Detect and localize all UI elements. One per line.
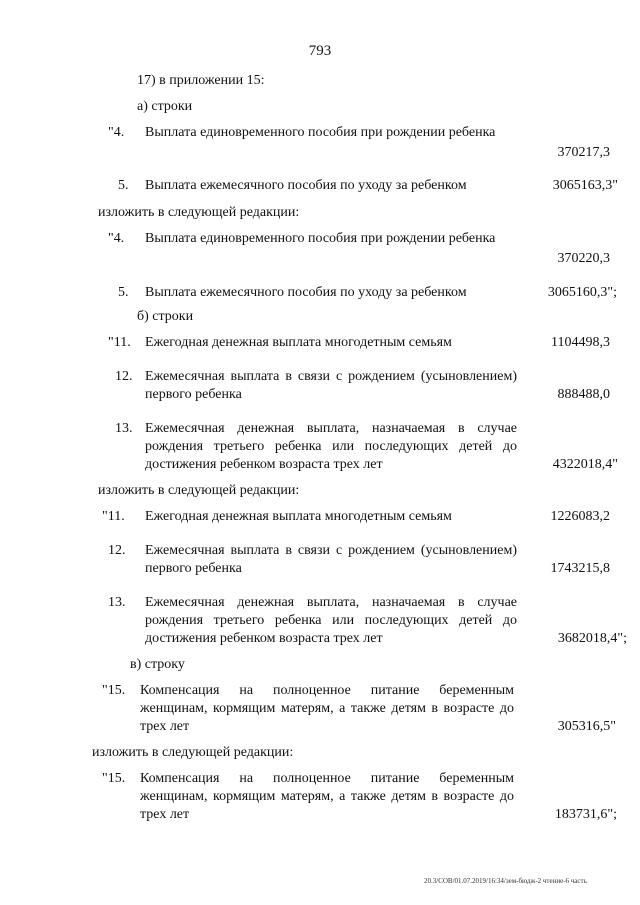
section-c-label: в) строку — [130, 657, 185, 672]
section-a-label: а) строки — [137, 99, 193, 114]
row-number: "15. — [102, 683, 126, 698]
amendment-intro: 17) в приложении 15: — [137, 73, 265, 88]
row-amount: 305316,5" — [557, 719, 616, 734]
row-amount: 3682018,4"; — [557, 631, 627, 646]
row-number: "4. — [108, 231, 125, 246]
row-description: Ежемесячная выплата в связи с рождением (усыновлением) первого ребенка — [145, 543, 517, 576]
row-description: Ежегодная денежная выплата многодетным семьям — [145, 509, 452, 524]
document-footer-code: 20.3/СОВ/01.07.2019/16:34/зем-бюдж-2 чтение-6 часть — [424, 877, 587, 885]
row-description: Компенсация на полноценное питание беременным женщинам, кормящим матерям, а также детям в возрасте до трех лет — [140, 683, 514, 734]
page-number: 793 — [308, 43, 332, 59]
restate-phrase: изложить в следующей редакции: — [98, 205, 300, 220]
row-amount: 3065160,3"; — [547, 285, 617, 300]
row-number: "11. — [102, 509, 125, 524]
section-b-label: б) строки — [137, 309, 194, 324]
row-number: "4. — [108, 125, 125, 140]
row-amount: 370220,3 — [557, 251, 610, 266]
row-number: "11. — [108, 335, 131, 350]
row-amount: 1743215,8 — [550, 561, 610, 576]
row-number: 12. — [108, 543, 126, 558]
row-number: 12. — [115, 369, 133, 384]
row-description: Ежегодная денежная выплата многодетным семьям — [145, 335, 452, 350]
row-description: Выплата ежемесячного пособия по уходу за ребенком — [145, 178, 467, 193]
row-description: Ежемесячная денежная выплата, назначаемая в случае рождения третьего ребенка или последующих детей до достижения ребенком возраста трех лет — [145, 595, 517, 646]
row-amount: 1104498,3 — [551, 335, 610, 350]
row-description: Ежемесячная выплата в связи с рождением (усыновлением) первого ребенка — [145, 369, 517, 402]
row-number: 13. — [115, 421, 133, 436]
row-number: "15. — [102, 771, 126, 786]
row-description: Выплата ежемесячного пособия по уходу за ребенком — [145, 285, 467, 300]
row-amount: 183731,6"; — [554, 807, 617, 822]
restate-phrase: изложить в следующей редакции: — [98, 483, 300, 498]
row-amount: 888488,0 — [557, 387, 610, 402]
row-description: Выплата единовременного пособия при рождении ребенка — [145, 125, 496, 140]
row-amount: 3065163,3" — [552, 178, 618, 193]
row-description: Выплата единовременного пособия при рождении ребенка — [145, 231, 496, 246]
row-amount: 1226083,2 — [550, 509, 610, 524]
row-number: 5. — [118, 285, 129, 300]
restate-phrase: изложить в следующей редакции: — [92, 745, 294, 760]
row-description: Ежемесячная денежная выплата, назначаемая в случае рождения третьего ребенка или последующих детей до достижения ребенком возраста трех лет — [145, 421, 517, 472]
row-number: 13. — [108, 595, 126, 610]
row-description: Компенсация на полноценное питание беременным женщинам, кормящим матерям, а также детям в возрасте до трех лет — [140, 771, 514, 822]
row-amount: 370217,3 — [557, 145, 610, 160]
row-number: 5. — [118, 178, 129, 193]
row-amount: 4322018,4" — [552, 457, 618, 472]
